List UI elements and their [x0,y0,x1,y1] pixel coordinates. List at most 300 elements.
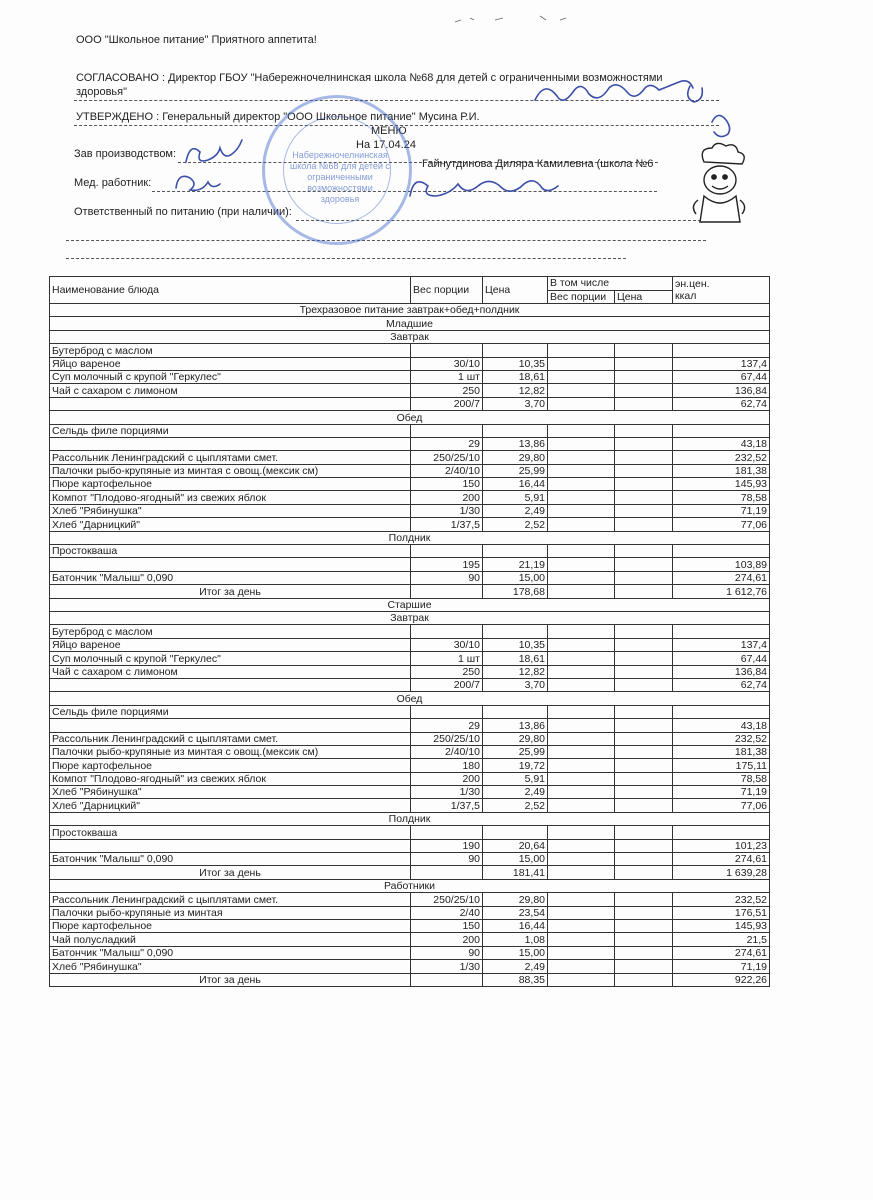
weight-cell: 1/37,5 [411,799,483,812]
incl-price-cell [615,344,673,357]
incl-price-cell [615,745,673,758]
total-row [50,866,770,879]
table-row [50,919,770,932]
weight-cell: 1 шт [411,652,483,665]
energy-cell: 67,44 [673,652,770,665]
dish-name-cell: Батончик "Малыш" 0,090 [50,853,411,866]
table-row [50,678,770,691]
approved-line: УТВЕРЖДЕНО : Генеральный директор "ООО Школьное питание" Мусина Р.И. [76,111,480,123]
table-row [50,906,770,919]
incl-price-cell [615,906,673,919]
energy-cell: 71,19 [673,504,770,517]
price-cell: 3,70 [483,678,548,691]
incl-weight-cell [548,545,615,558]
incl-weight-cell [548,906,615,919]
dish-name-cell: Суп молочный с крупой "Геркулес" [50,652,411,665]
dish-name-cell: Батончик "Малыш" 0,090 [50,946,411,959]
table-row [50,344,770,357]
price-cell: 3,70 [483,397,548,410]
incl-price-cell [615,397,673,410]
weight-cell [411,705,483,718]
weight-cell: 2/40/10 [411,745,483,758]
weight-cell [411,973,483,986]
weight-cell: 90 [411,571,483,584]
table-row [50,786,770,799]
incl-price-cell [615,772,673,785]
section-title: Полдник [50,812,770,825]
weight-cell: 2/40 [411,906,483,919]
energy-cell [673,826,770,839]
price-cell: 13,86 [483,437,548,450]
price-cell: 18,61 [483,652,548,665]
agreed-line-1: СОГЛАСОВАНО : Директор ГБОУ "Набережночелнинская школа №68 для детей с ограниченными возможностями [76,72,663,84]
price-cell: 15,00 [483,571,548,584]
chef-logo-icon [684,140,754,230]
incl-weight-cell [548,437,615,450]
weight-cell: 200 [411,491,483,504]
weight-cell [411,866,483,879]
table-row [50,397,770,410]
energy-cell: 145,93 [673,919,770,932]
dish-name-cell: Батончик "Малыш" 0,090 [50,571,411,584]
incl-price-cell [615,638,673,651]
section-title: Старшие [50,598,770,611]
incl-price-cell [615,464,673,477]
energy-cell: 71,19 [673,786,770,799]
table-row [50,437,770,450]
dish-name-cell: Простокваша [50,545,411,558]
weight-cell: 1/37,5 [411,518,483,531]
dish-name-cell: Бутерброд с маслом [50,344,411,357]
table-row [50,946,770,959]
price-cell [483,625,548,638]
section-row [50,317,770,330]
table-row [50,638,770,651]
section-title: Младшие [50,317,770,330]
energy-cell: 103,89 [673,558,770,571]
dish-name-cell: Компот "Плодово-ягодный" из свежих яблок [50,491,411,504]
incl-weight-cell [548,732,615,745]
price-cell: 16,44 [483,919,548,932]
dish-name-cell: Хлеб "Дарницкий" [50,799,411,812]
incl-price-cell [615,478,673,491]
weight-cell: 250/25/10 [411,451,483,464]
incl-price-cell [615,799,673,812]
table-row [50,772,770,785]
section-title: Завтрак [50,330,770,343]
weight-cell: 1/30 [411,960,483,973]
incl-weight-cell [548,853,615,866]
incl-price-cell [615,585,673,598]
weight-cell [411,826,483,839]
price-cell: 2,49 [483,960,548,973]
energy-cell [673,344,770,357]
energy-cell: 274,61 [673,571,770,584]
incl-price-cell [615,705,673,718]
energy-cell: 274,61 [673,853,770,866]
table-row [50,893,770,906]
incl-weight-cell [548,384,615,397]
price-cell: 29,80 [483,893,548,906]
incl-weight-cell [548,344,615,357]
weight-cell: 250 [411,665,483,678]
price-cell: 13,86 [483,719,548,732]
table-row [50,652,770,665]
table-row [50,826,770,839]
incl-weight-cell [548,745,615,758]
incl-price-cell [615,437,673,450]
weight-cell: 1/30 [411,786,483,799]
incl-price-cell [615,384,673,397]
price-cell: 2,52 [483,799,548,812]
weight-cell: 1 шт [411,370,483,383]
price-cell [483,826,548,839]
section-row [50,812,770,825]
weight-cell: 30/10 [411,638,483,651]
incl-weight-cell [548,357,615,370]
responsible-label: Ответственный по питанию (при наличии): [74,206,292,218]
table-row [50,558,770,571]
incl-price-cell [615,571,673,584]
incl-price-cell [615,973,673,986]
incl-weight-cell [548,558,615,571]
energy-cell: 78,58 [673,491,770,504]
price-cell: 29,80 [483,732,548,745]
incl-weight-cell [548,946,615,959]
section-title: Работники [50,879,770,892]
weight-cell: 30/10 [411,357,483,370]
energy-cell [673,424,770,437]
energy-cell: 181,38 [673,464,770,477]
dish-name-cell: Яйцо вареное [50,638,411,651]
incl-weight-cell [548,893,615,906]
price-cell: 18,61 [483,370,548,383]
weight-cell [411,344,483,357]
incl-weight-cell [548,678,615,691]
incl-price-cell [615,357,673,370]
incl-weight-cell [548,638,615,651]
table-row [50,732,770,745]
table-row [50,853,770,866]
dish-name-cell: Пюре картофельное [50,759,411,772]
table-row [50,839,770,852]
incl-weight-cell [548,719,615,732]
table-row [50,451,770,464]
dish-name-cell: Рассольник Ленинградский с цыплятами смет. [50,893,411,906]
dish-name-cell: Хлеб "Дарницкий" [50,518,411,531]
table-row [50,424,770,437]
dish-name-cell [50,719,411,732]
energy-cell: 232,52 [673,893,770,906]
table-row [50,625,770,638]
incl-weight-cell [548,451,615,464]
incl-weight-cell [548,772,615,785]
energy-cell: 78,58 [673,772,770,785]
energy-cell: 136,84 [673,384,770,397]
dish-name-cell: Итог за день [50,973,411,986]
incl-price-cell [615,960,673,973]
table-row [50,665,770,678]
section-row [50,531,770,544]
price-cell: 5,91 [483,491,548,504]
dish-name-cell: Итог за день [50,866,411,879]
menu-date: На 17.04.24 [356,139,416,151]
price-cell: 20,64 [483,839,548,852]
energy-cell: 232,52 [673,451,770,464]
table-row [50,759,770,772]
table-row [50,491,770,504]
weight-cell: 195 [411,558,483,571]
weight-cell [411,625,483,638]
price-cell [483,344,548,357]
table-row [50,464,770,477]
weight-cell: 150 [411,478,483,491]
incl-weight-cell [548,424,615,437]
table-row [50,571,770,584]
incl-price-cell [615,853,673,866]
header-incl-price: Цена [615,290,673,304]
incl-price-cell [615,370,673,383]
incl-price-cell [615,919,673,932]
price-cell: 12,82 [483,384,548,397]
price-cell: 19,72 [483,759,548,772]
section-title: Обед [50,692,770,705]
weight-cell [411,585,483,598]
header-including: В том числе [548,277,673,291]
energy-cell: 175,11 [673,759,770,772]
incl-price-cell [615,665,673,678]
section-title: Завтрак [50,611,770,624]
table-row [50,370,770,383]
price-cell: 15,00 [483,946,548,959]
price-cell: 25,99 [483,745,548,758]
incl-weight-cell [548,585,615,598]
energy-cell: 137,4 [673,638,770,651]
dish-name-cell: Хлеб "Рябинушка" [50,504,411,517]
incl-weight-cell [548,370,615,383]
energy-cell: 136,84 [673,665,770,678]
energy-cell: 101,23 [673,839,770,852]
incl-price-cell [615,558,673,571]
incl-weight-cell [548,705,615,718]
incl-price-cell [615,491,673,504]
dish-name-cell: Пюре картофельное [50,919,411,932]
section-row [50,692,770,705]
menu-title: МЕНЮ [371,125,407,137]
dish-name-cell: Пюре картофельное [50,478,411,491]
incl-price-cell [615,866,673,879]
table-row [50,705,770,718]
incl-price-cell [615,933,673,946]
dish-name-cell [50,558,411,571]
incl-price-cell [615,759,673,772]
energy-cell: 181,38 [673,745,770,758]
dish-name-cell: Чай с сахаром с лимоном [50,665,411,678]
dish-name-cell: Бутерброд с маслом [50,625,411,638]
price-cell [483,545,548,558]
energy-cell: 71,19 [673,960,770,973]
header-energy [673,277,770,304]
section-title: Обед [50,411,770,424]
price-cell [483,424,548,437]
energy-cell: 1 639,28 [673,866,770,879]
weight-cell: 250/25/10 [411,893,483,906]
energy-cell: 274,61 [673,946,770,959]
dish-name-cell: Хлеб "Рябинушка" [50,786,411,799]
incl-weight-cell [548,571,615,584]
incl-price-cell [615,946,673,959]
table-row [50,357,770,370]
price-cell: 15,00 [483,853,548,866]
table-row [50,745,770,758]
incl-price-cell [615,732,673,745]
dish-name-cell: Сельдь филе порциями [50,705,411,718]
price-cell: 12,82 [483,665,548,678]
section-title: Полдник [50,531,770,544]
energy-cell: 922,26 [673,973,770,986]
weight-cell: 200 [411,772,483,785]
energy-cell: 21,5 [673,933,770,946]
energy-cell [673,705,770,718]
company-line: ООО "Школьное питание" Приятного аппетита! [76,34,317,46]
weight-cell: 180 [411,759,483,772]
incl-price-cell [615,826,673,839]
incl-price-cell [615,625,673,638]
agreed-line-2: здоровья" [76,86,128,98]
price-cell: 1,08 [483,933,548,946]
weight-cell: 150 [411,919,483,932]
price-cell: 25,99 [483,464,548,477]
organization-stamp [262,95,412,245]
dish-name-cell: Простокваша [50,826,411,839]
dish-name-cell: Сельдь филе порциями [50,424,411,437]
incl-weight-cell [548,397,615,410]
production-label: Зав производством: [74,148,177,160]
energy-cell [673,625,770,638]
weight-cell: 29 [411,719,483,732]
total-row [50,585,770,598]
dish-name-cell: Палочки рыбо-крупяные из минтая с овощ.(мексик см) [50,745,411,758]
dish-name-cell: Рассольник Ленинградский с цыплятами смет. [50,732,411,745]
incl-weight-cell [548,504,615,517]
section-row [50,879,770,892]
weight-cell: 190 [411,839,483,852]
weight-cell: 90 [411,853,483,866]
header-energy-line-2: ккал [675,290,697,302]
table-row [50,545,770,558]
energy-cell [673,545,770,558]
dish-name-cell: Компот "Плодово-ягодный" из свежих яблок [50,772,411,785]
table-row [50,960,770,973]
incl-price-cell [615,504,673,517]
weight-cell [411,424,483,437]
price-cell: 181,41 [483,866,548,879]
incl-price-cell [615,678,673,691]
weight-cell: 2/40/10 [411,464,483,477]
weight-cell: 90 [411,946,483,959]
medic-label: Мед. работник: [74,177,152,189]
dish-name-cell [50,839,411,852]
dish-name-cell: Суп молочный с крупой "Геркулес" [50,370,411,383]
section-row [50,330,770,343]
incl-weight-cell [548,652,615,665]
incl-price-cell [615,652,673,665]
weight-cell: 200/7 [411,678,483,691]
incl-price-cell [615,545,673,558]
incl-price-cell [615,839,673,852]
energy-cell: 145,93 [673,478,770,491]
incl-weight-cell [548,799,615,812]
header-weight: Вес порции [411,277,483,304]
incl-price-cell [615,786,673,799]
energy-cell: 137,4 [673,357,770,370]
incl-price-cell [615,451,673,464]
price-cell: 29,80 [483,451,548,464]
dish-name-cell: Яйцо вареное [50,357,411,370]
incl-weight-cell [548,839,615,852]
price-cell: 2,52 [483,518,548,531]
incl-weight-cell [548,625,615,638]
table-header-row [50,277,770,291]
header-dish-name: Наименование блюда [50,277,411,304]
incl-weight-cell [548,919,615,932]
table-row [50,478,770,491]
price-cell: 178,68 [483,585,548,598]
price-cell: 2,49 [483,786,548,799]
energy-cell: 62,74 [673,678,770,691]
dish-name-cell: Чай полусладкий [50,933,411,946]
menu-table [49,276,770,987]
dish-name-cell [50,397,411,410]
incl-weight-cell [548,933,615,946]
weight-cell: 200/7 [411,397,483,410]
energy-cell: 43,18 [673,719,770,732]
dish-name-cell: Палочки рыбо-крупяные из минтая с овощ.(мексик см) [50,464,411,477]
price-cell: 88,35 [483,973,548,986]
incl-price-cell [615,893,673,906]
price-cell: 16,44 [483,478,548,491]
dish-name-cell: Итог за день [50,585,411,598]
weight-cell: 200 [411,933,483,946]
dish-name-cell [50,678,411,691]
incl-price-cell [615,424,673,437]
price-cell: 10,35 [483,357,548,370]
weight-cell [411,545,483,558]
table-row [50,504,770,517]
table-row [50,719,770,732]
incl-weight-cell [548,478,615,491]
weight-cell: 250 [411,384,483,397]
header-energy-line-1: эн.цен. [675,278,710,290]
section-row [50,611,770,624]
incl-weight-cell [548,518,615,531]
energy-cell: 62,74 [673,397,770,410]
dish-name-cell: Чай с сахаром с лимоном [50,384,411,397]
section-row [50,304,770,317]
energy-cell: 67,44 [673,370,770,383]
energy-cell: 1 612,76 [673,585,770,598]
incl-weight-cell [548,973,615,986]
section-row [50,411,770,424]
weight-cell: 29 [411,437,483,450]
total-row [50,973,770,986]
price-cell [483,705,548,718]
incl-weight-cell [548,464,615,477]
incl-price-cell [615,518,673,531]
stamp-text: Набережночелнинская школа №68 для детей с ограниченными возможностями здоровья [290,150,390,204]
incl-weight-cell [548,759,615,772]
energy-cell: 77,06 [673,799,770,812]
